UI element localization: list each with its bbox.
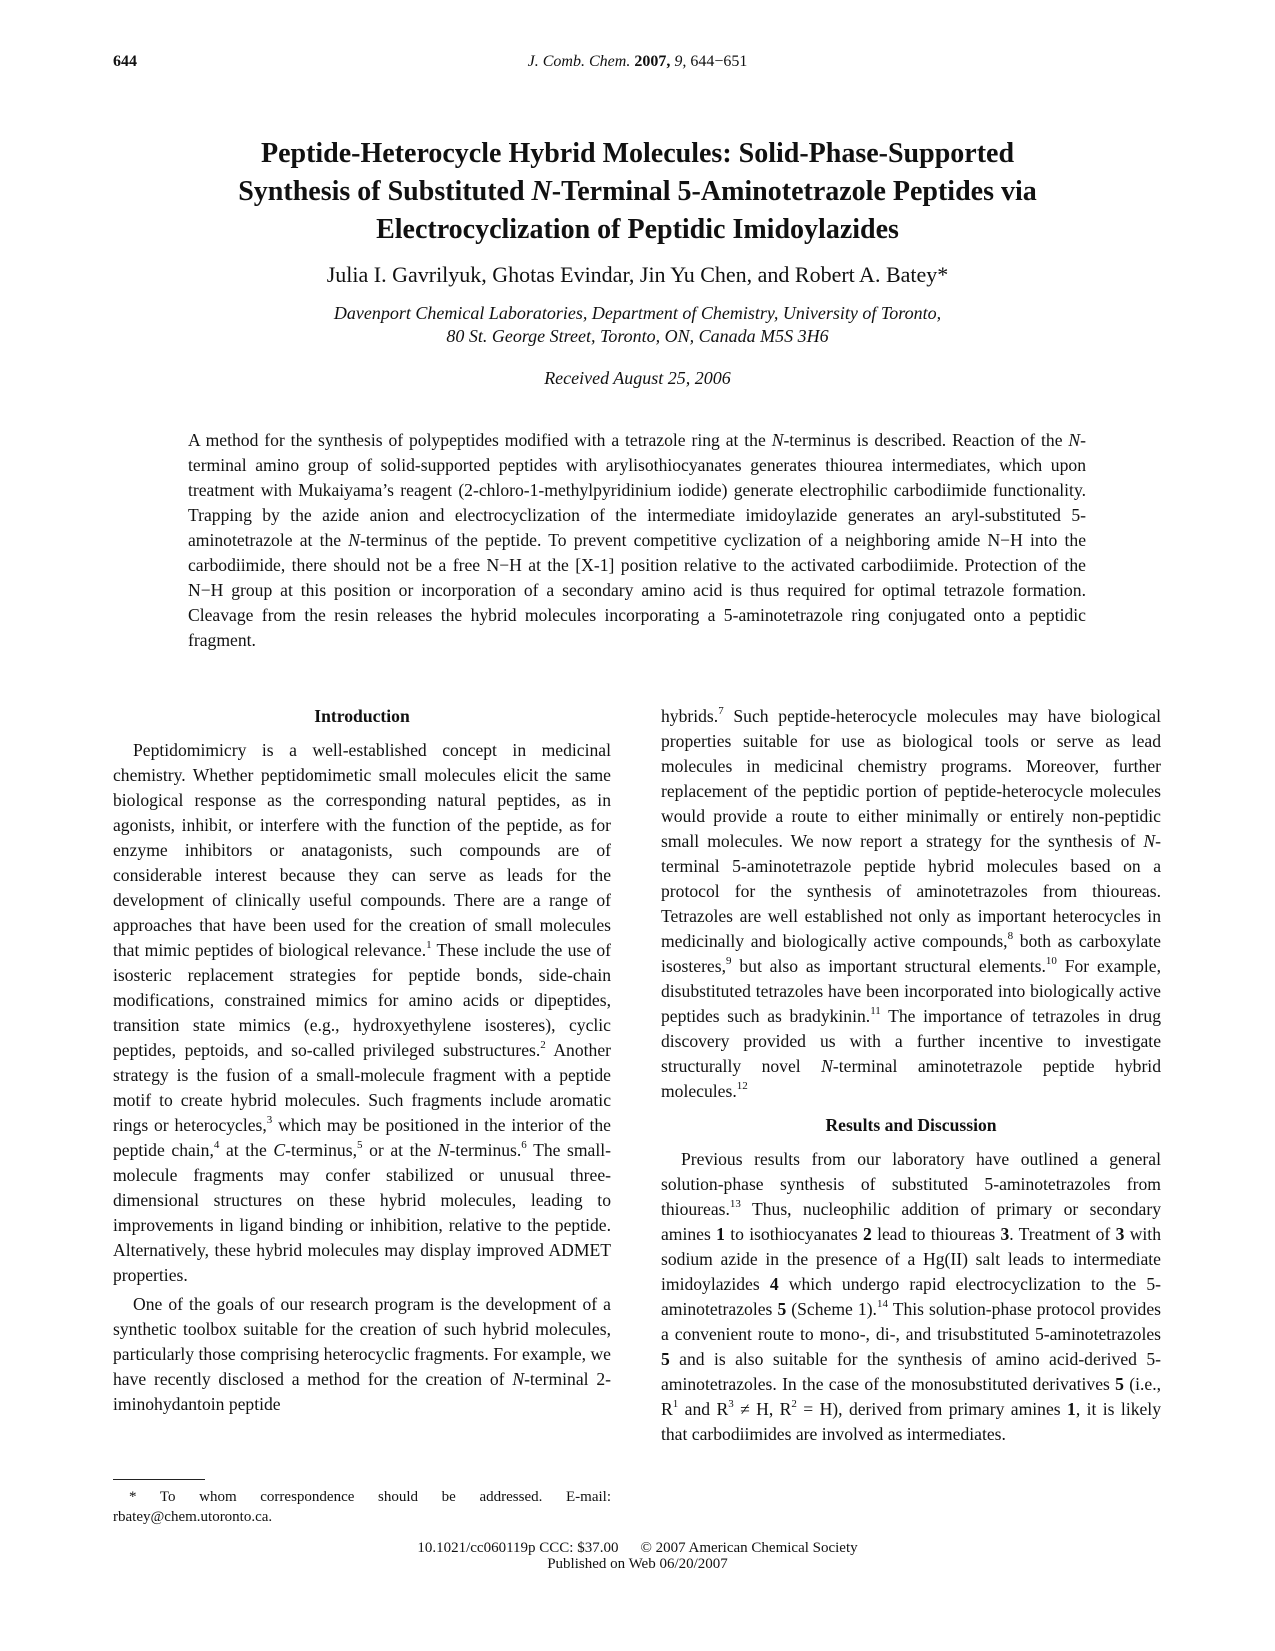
right-column [661,704,1161,1447]
introduction-paragraph-1 [113,738,611,1288]
compound-number: 5 [661,1349,670,1369]
text-run: to isothiocyanates [724,1224,863,1244]
text-run: Another strategy is the fusion of a small-molecule fragment with a peptide motif to create hybrid molecules. Such fragments include aromatic rings or heterocycles, [113,1040,611,1135]
text-run: -terminus of the peptide. To prevent competitive cyclization of a neighboring amide N−H into the carbodiimide, there should not be a free N−H at the [X-1] position relative to the activated carbodiimide. Protection of the N−H group at this position or incorporation of a secondary amino acid is thus required for optimal tetrazole formation. Cleavage from the resin releases the hybrid molecules incorporating a 5-aminotetrazole ring conjugated onto a peptidic fragment. [188,530,1087,650]
publication-date: Published on Web 06/20/2007 [547,1556,728,1572]
text-run: -terminus, [285,1140,357,1160]
citation-superscript: 1 [426,939,432,952]
citation-superscript: 11 [870,1005,881,1018]
citation-superscript: 6 [521,1139,527,1152]
results-heading: Results and Discussion [825,1115,997,1135]
text-run: and is also suitable for the synthesis of amino acid-derived 5-aminotetrazoles. In the case of the monosubstituted derivatives [661,1349,1161,1394]
text-run: A method for the synthesis of polypeptides modified with a tetrazole ring at the [188,430,772,450]
text-run: and R [678,1399,729,1419]
received-date: Received August 25, 2006 [544,368,731,388]
citation-superscript: 7 [718,705,724,718]
text-run: hybrids. [661,706,719,726]
affiliation-line-1: Davenport Chemical Laboratories, Department of Chemistry, University of Toronto, [333,303,942,323]
text-run: or at the [362,1140,438,1160]
text-run: Such peptide-heterocycle molecules may have biological properties suitable for use as biological tools or serve as lead molecules in medicinal chemistry programs. Moreover, further replacement of the peptidic portion of peptide-heterocycle molecules would provide a route to either minimally or entirely non-peptidic small molecules. We now report a strategy for the synthesis of [661,706,1161,851]
text-run: The importance of tetrazoles in drug discovery provided us with a further incentive to investigate structurally novel [661,1006,1161,1076]
footnote-rule [113,1479,205,1480]
citation-superscript: 1 [672,1398,679,1411]
text-run: with sodium azide in the presence of a Hg(II) salt leads to intermediate imidoylazides [661,1224,1161,1294]
affiliation-line-2: 80 St. George Street, Toronto, ON, Canada M5S 3H6 [446,326,829,346]
citation-superscript: 4 [213,1139,220,1152]
citation-superscript: 14 [876,1298,888,1311]
article-title [160,135,1115,249]
italic-text: N [437,1140,450,1160]
text-run: (Scheme 1). [786,1299,877,1319]
citation-superscript: 10 [1045,955,1057,968]
text-run: at the [219,1140,274,1160]
text-run: = H), derived from primary amines [796,1399,1068,1419]
text-run: both as carboxylate isosteres, [661,931,1161,976]
italic-text: N [821,1056,833,1076]
citation-superscript: 3 [266,1114,273,1127]
journal-volume: 9, [674,53,687,70]
text-run: These include the use of isosteric replacement strategies for peptide bonds, side-chain modifications, constrained mimics for amino acids or dipeptides, transition state mimics (e.g., hydroxyethylene isosteres), cyclic peptides, peptoids, and so-called privileged substructures. [113,940,611,1060]
text-run: -terminus is described. Reaction of the [783,430,1069,450]
citation-superscript: 12 [736,1080,748,1093]
compound-number: 3 [1115,1224,1125,1244]
citation-superscript: 2 [540,1039,546,1052]
footnote [113,1487,611,1527]
title-line-2-pre: Synthesis of Substituted [238,176,532,207]
compound-number: 5 [777,1299,787,1319]
text-run: (i.e., R [661,1374,1161,1419]
running-header [0,53,1275,71]
italic-text: N [771,430,784,450]
copyright-notice: © 2007 American Chemical Society [640,1540,858,1556]
citation-superscript: 13 [729,1198,741,1211]
compound-number: 1 [716,1224,725,1244]
compound-number: 5 [1115,1374,1124,1394]
page-number: 644 [113,53,137,70]
introduction-paragraph-2 [113,1292,611,1417]
compound-number: 1 [1067,1399,1076,1419]
journal-name: J. Comb. Chem. [527,53,631,70]
text-run: Peptidomimicry is a well-established concept in medicinal chemistry. Whether peptidomimetic small molecules elicit the same biological response as the corresponding natural peptides, as in agonists, inhibit, or interfere with the function of the peptide, as for enzyme inhibitors or anatagonists, such compounds are of considerable interest because they can serve as leads for the development of clinically useful compounds. There are a range of approaches that have been used for the creation of small molecules that mimic peptides of biological relevance. [113,740,611,960]
page-footer [0,1540,1275,1572]
compound-number: 3 [1000,1224,1010,1244]
text-run: lead to thioureas [871,1224,1001,1244]
italic-text: N [1068,430,1081,450]
author-list: Julia I. Gavrilyuk, Ghotas Evindar, Jin Yu Chen, and Robert A. Batey* [326,262,949,287]
italic-text: C [273,1140,286,1160]
citation-superscript: 9 [726,955,732,968]
text-run: ≠ H, R [733,1399,792,1419]
correspondence-email-link[interactable]: rbatey@chem.utoronto.ca. [113,1509,273,1525]
citation-superscript: 3 [728,1398,734,1411]
title-line-2-post: -Terminal 5-Aminotetrazole Peptides via [551,176,1037,207]
text-run: which undergo rapid electrocyclization to the 5-aminotetrazoles [661,1274,1161,1319]
text-run: One of the goals of our research program is the development of a synthetic toolbox suitable for the creation of such hybrid molecules, particularly those comprising heterocyclic fragments. For example, we have recently disclosed a method for the creation of [113,1294,611,1389]
text-run: For example, disubstituted tetrazoles have been incorporated into biologically active peptides such as bradykinin. [661,956,1161,1026]
doi-and-price: 10.1021/cc060119p CCC: $37.00 [417,1540,619,1556]
text-run: -terminus. [449,1140,522,1160]
italic-text: N [1143,831,1156,851]
title-line-2-italic: N [531,176,552,207]
text-run: which may be positioned in the interior of the peptide chain, [113,1115,611,1160]
footnote-line-1: * To whom correspondence should be addressed. E-mail: [129,1489,611,1505]
text-run: , it is likely that carbodiimides are involved as intermediates. [661,1399,1161,1444]
text-run: This solution-phase protocol provides a convenient route to mono-, di-, and trisubstituted 5-aminotetrazoles [661,1299,1161,1344]
text-run: -terminal amino group of solid-supported peptides with arylisothiocyanates generates thiourea intermediates, which upon treatment with Mukaiyama’s reagent (2-chloro-1-methylpyridinium iodide) generate electrophilic carbodiimide functionality. Trapping by the azide anion and electrocyclization of the intermediate imidoylazide generates an aryl-substituted 5-aminotetrazole at the [188,430,1087,550]
citation-superscript: 5 [356,1139,363,1152]
text-run: Thus, nucleophilic addition of primary or secondary amines [661,1199,1161,1244]
text-run: -terminal 5-aminotetrazole peptide hybrid molecules based on a protocol for the synthesis of aminotetrazoles from thioureas. Tetrazoles are well established not only as important heterocycles in medicinally and biologically active compounds, [661,831,1161,951]
abstract [188,428,1086,653]
introduction-heading: Introduction [314,706,410,726]
citation-superscript: 2 [791,1398,797,1411]
citation-superscript: 8 [1007,930,1014,943]
text-run: . Treatment of [1009,1224,1116,1244]
text-run: -terminal 2-iminohydantoin peptide [113,1369,611,1414]
italic-text: N [512,1369,525,1389]
affiliation [0,302,1275,348]
journal-year: 2007, [634,53,671,70]
compound-number: 2 [863,1224,872,1244]
introduction-paragraph-2-continued [661,704,1161,1104]
title-line-3: Electrocyclization of Peptidic Imidoylazides [376,214,899,245]
text-run: The small-molecule fragments may confer stabilized or unusual three-dimensional structures on these hybrid molecules, leading to improvements in ligand binding or inhibition, relative to the peptide. Alternatively, these hybrid molecules may display improved ADMET properties. [113,1140,612,1285]
text-run: but also as important structural elements. [731,956,1046,976]
text-run: Previous results from our laboratory have outlined a general solution-phase synthesis of substituted 5-aminotetrazoles from thioureas. [661,1149,1161,1219]
text-run: -terminal aminotetrazole peptide hybrid molecules. [661,1056,1161,1101]
left-column [113,704,611,1417]
results-paragraph-1 [661,1147,1161,1447]
title-line-1: Peptide-Heterocycle Hybrid Molecules: Solid-Phase-Supported [260,138,1015,169]
compound-number: 4 [769,1274,779,1294]
italic-text: N [348,530,361,550]
journal-pages: 644−651 [690,53,748,70]
